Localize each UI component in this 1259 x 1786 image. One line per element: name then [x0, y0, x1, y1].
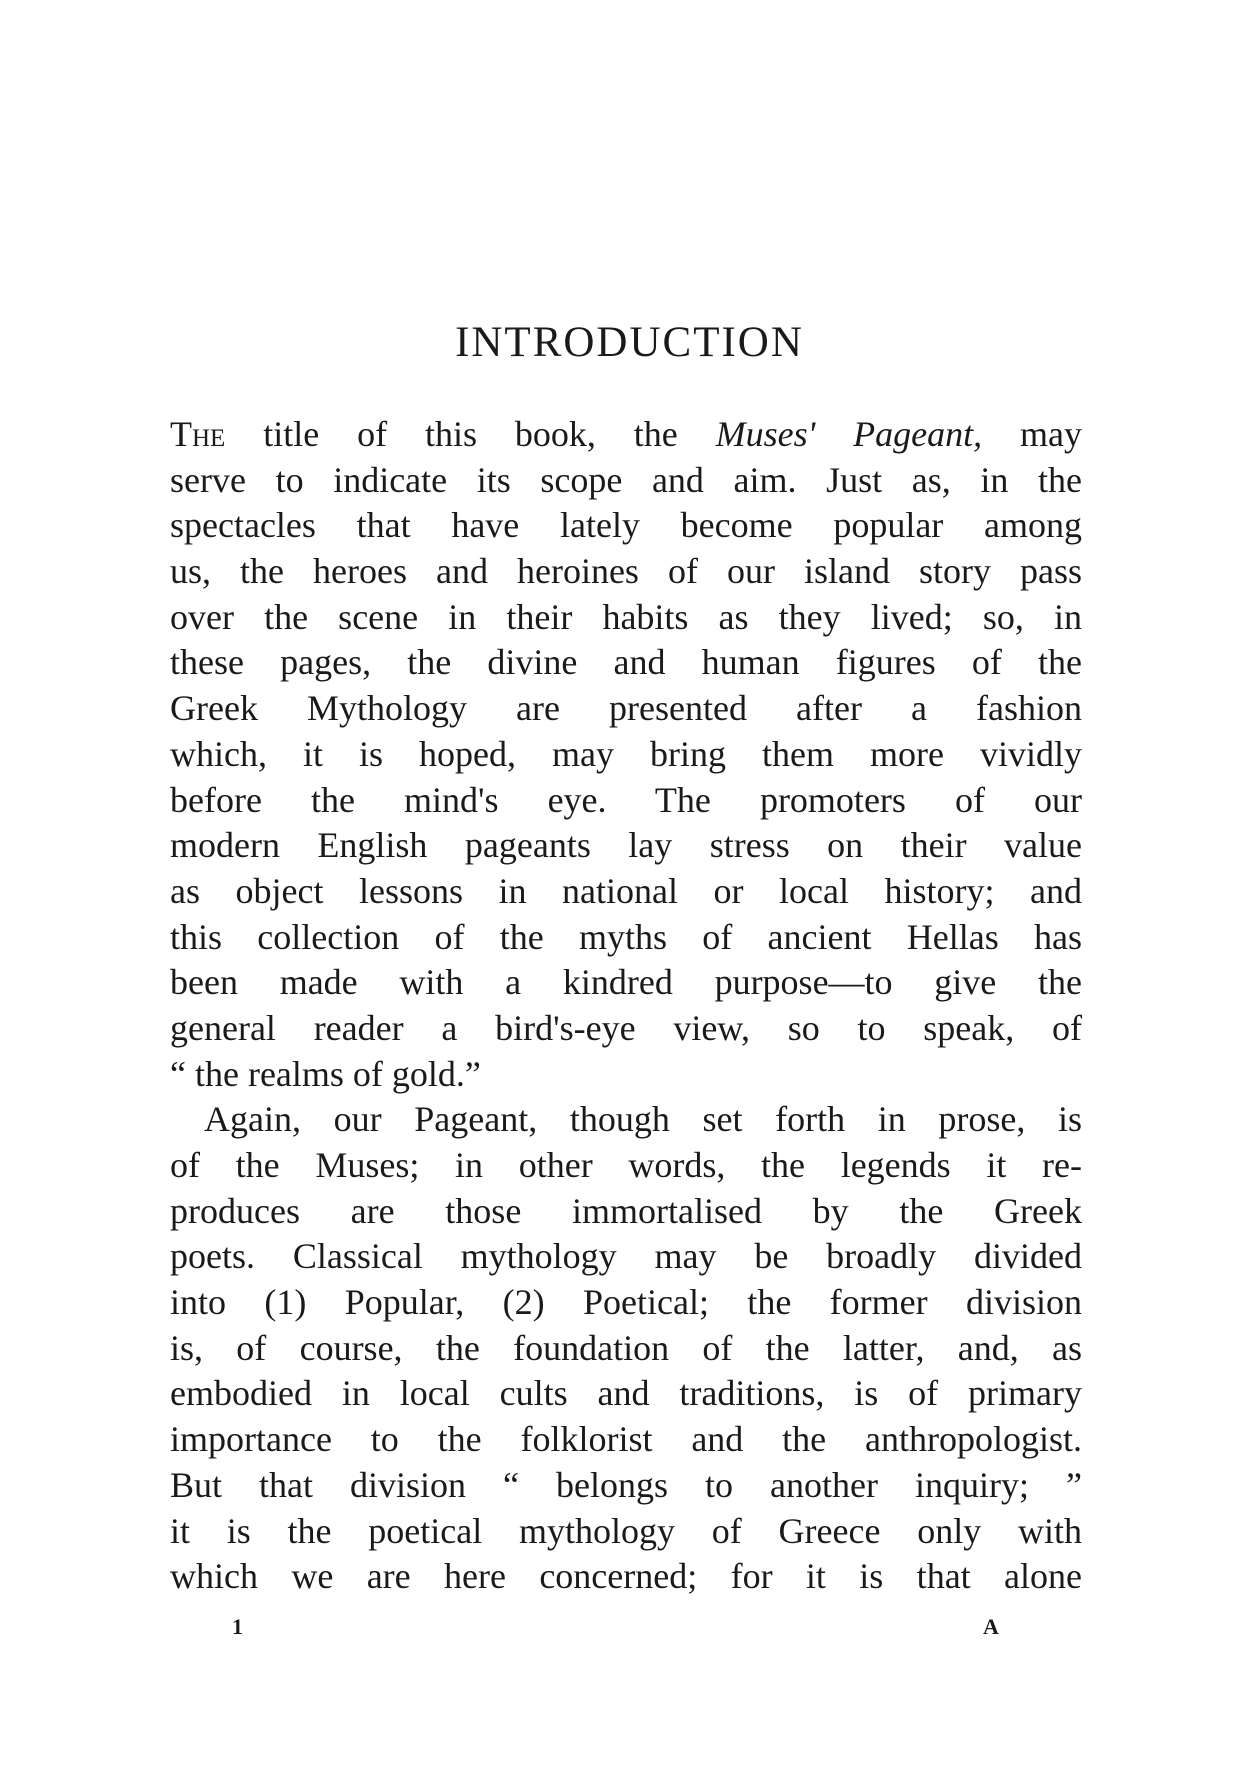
line-text: may: [982, 414, 1083, 454]
body-text: [170, 412, 1082, 1600]
paragraph-2-line: poets. Classical mythology may be broadly divided: [170, 1236, 1082, 1277]
line-text: title of this book, the: [263, 414, 716, 454]
paragraph-line: which, it is hoped, may bring them more vividly: [170, 733, 1082, 774]
paragraph-line: general reader a bird's-eye view, so to speak, of: [170, 1007, 1082, 1048]
paragraph-line: before the mind's eye. The promoters of our: [170, 779, 1082, 820]
paragraph-2-line: importance to the folklorist and the anthropologist.: [170, 1419, 1082, 1460]
paragraph-line: Greek Mythology are presented after a fashion: [170, 688, 1082, 729]
chapter-heading: INTRODUCTION: [455, 319, 804, 366]
paragraph-line: “ the realms of gold.”: [170, 1053, 481, 1094]
paragraph-2-line: it is the poetical mythology of Greece only with: [170, 1510, 1082, 1551]
paragraph-line: modern English pageants lay stress on their value: [170, 825, 1082, 866]
signature-mark: A: [983, 1614, 999, 1639]
paragraph-2-line: Again, our Pageant, though set forth in prose, is: [204, 1099, 1082, 1140]
paragraph-1-line-1: [170, 412, 1082, 458]
book-title: Muses' Pageant,: [715, 414, 983, 454]
lead-word: The: [170, 414, 226, 454]
paragraph-line: this collection of the myths of ancient Hellas has: [170, 916, 1082, 957]
paragraph-line: over the scene in their habits as they lived; so, in: [170, 596, 1082, 637]
paragraph-2-line: produces are those immortalised by the Greek: [170, 1190, 1082, 1231]
page-number: 1: [232, 1614, 243, 1639]
paragraph-line: been made with a kindred purpose—to give the: [170, 962, 1082, 1003]
paragraph-line: serve to indicate its scope and aim. Just as, in the: [170, 459, 1082, 500]
paragraph-line: us, the heroes and heroines of our island story pass: [170, 551, 1082, 592]
paragraph-line: these pages, the divine and human figures of the: [170, 642, 1082, 683]
paragraph-2-line: is, of course, the foundation of the latter, and, as: [170, 1327, 1082, 1368]
paragraph-2-line: of the Muses; in other words, the legends it re-: [170, 1145, 1082, 1185]
paragraph-line: spectacles that have lately become popular among: [170, 505, 1082, 546]
paragraph-2-line: which we are here concerned; for it is that alone: [170, 1556, 1082, 1597]
paragraph-2-line: But that division “ belongs to another inquiry; ”: [170, 1464, 1082, 1505]
paragraph-line: as object lessons in national or local history; and: [170, 870, 1082, 911]
paragraph-2-line: into (1) Popular, (2) Poetical; the former division: [170, 1282, 1082, 1323]
paragraph-2-line: embodied in local cults and traditions, is of primary: [170, 1373, 1082, 1414]
